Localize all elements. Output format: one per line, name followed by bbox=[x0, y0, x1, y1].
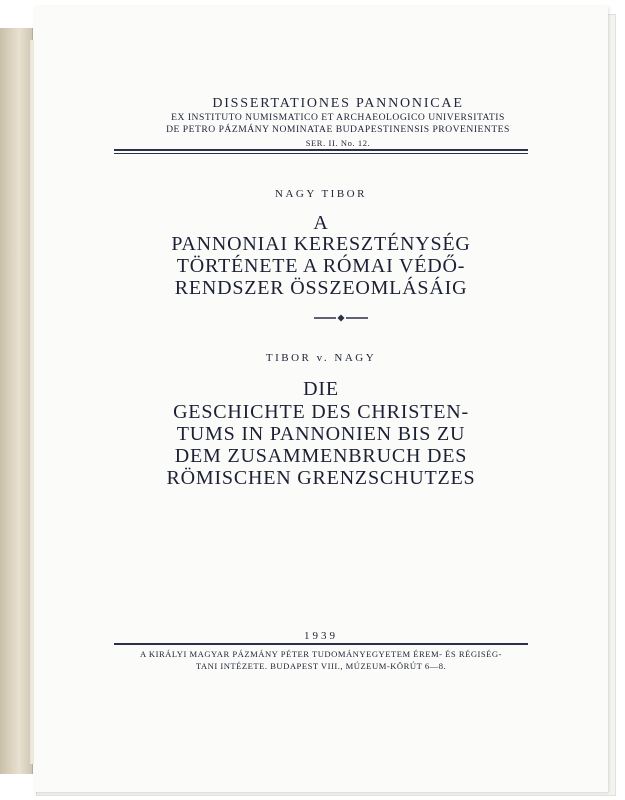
series-rule-thick bbox=[114, 149, 528, 151]
publisher-line-2: TANI INTÉZETE. BUDAPEST VIII., MÚZEUM-KÖRÚT 6—8. bbox=[195, 661, 447, 671]
ornament-divider bbox=[314, 312, 368, 324]
book-spine-binding bbox=[0, 28, 33, 774]
publication-year: 1939 bbox=[304, 630, 338, 642]
hungarian-title-line-3: TÖRTÉNETE A RÓMAI VÉDŐ- bbox=[176, 255, 466, 277]
imprint-rule bbox=[114, 643, 528, 645]
german-title-line-1: DIE bbox=[303, 378, 339, 400]
series-number: SER. II. No. 12. bbox=[305, 138, 371, 148]
series-subtitle-line-1: EX INSTITUTO NUMISMATICO ET ARCHAEOLOGICO UNIVERSITATIS bbox=[171, 112, 505, 123]
series-title: DISSERTATIONES PANNONICAE bbox=[212, 96, 464, 111]
series-rule-thin bbox=[114, 153, 528, 154]
german-author: TIBOR v. NAGY bbox=[265, 352, 377, 364]
german-title-line-2: GESCHICHTE DES CHRISTEN- bbox=[173, 401, 469, 423]
hungarian-author: NAGY TIBOR bbox=[275, 188, 367, 200]
series-subtitle-line-2: DE PETRO PÁZMÁNY NOMINATAE BUDAPESTINENSIS PROVENIENTES bbox=[166, 124, 510, 135]
hungarian-title-line-2: PANNONIAI KERESZTÉNYSÉG bbox=[171, 233, 471, 255]
german-title-line-3: TUMS IN PANNONIEN BIS ZU bbox=[176, 423, 466, 445]
hungarian-title-line-4: RENDSZER ÖSSZEOMLÁSÁIG bbox=[174, 277, 468, 299]
publisher-line-1: A KIRÁLYI MAGYAR PÁZMÁNY PÉTER TUDOMÁNYEGYETEM ÉREM- ÉS RÉGISÉG- bbox=[140, 649, 502, 659]
german-title-line-5: RÖMISCHEN GRENZSCHUTZES bbox=[166, 467, 476, 489]
title-page bbox=[34, 6, 608, 792]
hungarian-title-line-1: A bbox=[313, 212, 329, 234]
german-title-line-4: DEM ZUSAMMENBRUCH DES bbox=[174, 445, 468, 467]
